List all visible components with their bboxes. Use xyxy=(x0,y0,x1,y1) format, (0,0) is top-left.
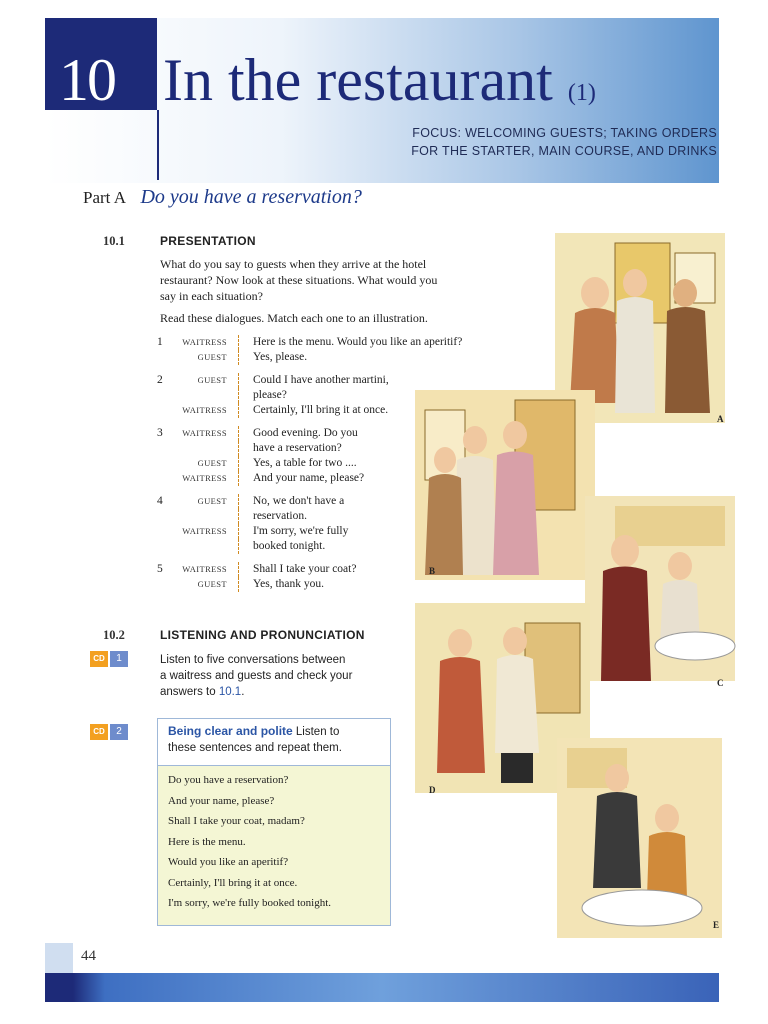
dialogue-speaker: GUEST xyxy=(197,579,227,589)
dialogue-line xyxy=(157,562,457,577)
tip-sentence: Certainly, I'll bring it at once. xyxy=(168,876,298,889)
presentation-instruction: Read these dialogues. Match each one to an illustration. xyxy=(160,311,428,325)
dialogue-line xyxy=(157,441,457,456)
dialogue-text: Could I have another martini, xyxy=(253,374,389,386)
dialogue-divider xyxy=(238,471,239,486)
illustration-b xyxy=(415,390,595,580)
tip-heading-line-1 xyxy=(168,723,380,740)
illustration-label-d: D xyxy=(429,785,436,795)
page-number: 44 xyxy=(81,948,96,964)
dialogue-list xyxy=(157,335,463,592)
dialogue-line xyxy=(157,471,457,486)
pronunciation-tip-box xyxy=(157,718,391,926)
dialogue-text: Yes, a table for two .... xyxy=(253,457,357,469)
dialogue-divider xyxy=(238,539,239,554)
dialogue-divider xyxy=(238,335,239,350)
illustration-e xyxy=(557,738,722,938)
dialogue-speaker: GUEST xyxy=(197,458,227,468)
dialogue-divider xyxy=(238,373,239,388)
tip-sentence: And your name, please? xyxy=(168,794,275,807)
dialogue-number: 2 xyxy=(157,374,163,386)
illustration-label-b: B xyxy=(429,566,436,576)
focus-line-1: FOCUS: WELCOMING GUESTS; TAKING ORDERS xyxy=(412,126,717,140)
listening-line-suffix: . xyxy=(241,686,245,698)
tip-heading-rest: Listen to xyxy=(292,726,340,738)
listening-instruction xyxy=(160,652,400,700)
dialogue-number: 4 xyxy=(157,495,163,507)
dialogue-text: have a reservation? xyxy=(253,442,342,454)
dialogue-line xyxy=(157,494,457,509)
dialogue-text: I'm sorry, we're fully xyxy=(253,525,349,537)
dialogue-text: Yes, thank you. xyxy=(253,578,325,590)
cd-icon: CD xyxy=(90,724,108,740)
header-rule xyxy=(157,110,159,180)
dialogue-text: please? xyxy=(253,389,287,401)
footer-band xyxy=(45,973,719,1002)
dialogue-divider xyxy=(238,509,239,524)
dialogue-divider xyxy=(238,524,239,539)
intro-line: What do you say to guests when they arrive at the hotel xyxy=(160,257,427,271)
dialogue-line xyxy=(157,426,457,441)
dialogue-line xyxy=(157,350,457,365)
dialogue-text: Here is the menu. Would you like an aperitif? xyxy=(253,336,463,348)
audio-track-2[interactable] xyxy=(90,724,128,740)
dialogue-speaker: GUEST xyxy=(197,496,227,506)
illustration-label-c: C xyxy=(717,678,724,688)
track-number: 1 xyxy=(110,651,128,667)
listening-line-3 xyxy=(160,684,400,700)
dialogue-text: Yes, please. xyxy=(253,351,308,363)
dialogue-text: No, we don't have a xyxy=(253,495,345,507)
textbook-page xyxy=(45,18,724,1002)
dialogue-text: reservation. xyxy=(253,510,307,522)
part-heading-row xyxy=(83,186,362,209)
dialogue-divider xyxy=(238,388,239,403)
tip-heading xyxy=(158,719,390,765)
dialogue-number: 1 xyxy=(157,336,163,348)
part-heading: Do you have a reservation? xyxy=(140,186,362,208)
dialogue-divider xyxy=(238,426,239,441)
cd-icon: CD xyxy=(90,651,108,667)
chapter-number: 10 xyxy=(59,47,115,113)
dialogue-text: Shall I take your coat? xyxy=(253,563,357,575)
section-title-listening: LISTENING AND PRONUNCIATION xyxy=(160,628,365,642)
section-number-10-1: 10.1 xyxy=(103,234,125,248)
dialogue-divider xyxy=(238,494,239,509)
dialogue-speaker: WAITRESS xyxy=(182,405,227,415)
listening-line: Listen to five conversations between xyxy=(160,654,346,666)
dialogue-line xyxy=(157,335,463,350)
dialogue-divider xyxy=(238,577,239,592)
dialogue-divider xyxy=(238,441,239,456)
dialogue-line xyxy=(157,403,457,418)
dialogue-text: Good evening. Do you xyxy=(253,427,358,439)
tip-sentences xyxy=(158,765,390,925)
chapter-part: (1) xyxy=(567,80,596,106)
tip-heading-line-2: these sentences and repeat them. xyxy=(168,742,342,754)
chapter-title xyxy=(163,47,596,113)
listening-line-prefix: answers to xyxy=(160,686,219,698)
dialogue-divider xyxy=(238,350,239,365)
audio-track-1[interactable] xyxy=(90,651,128,667)
tip-highlight: Being clear and polite xyxy=(168,724,293,738)
page-number-marker xyxy=(45,943,73,973)
dialogue-speaker: WAITRESS xyxy=(182,337,227,347)
listening-line: a waitress and guests and check your xyxy=(160,670,353,682)
dialogue-number: 5 xyxy=(157,563,163,575)
dialogue-text: And your name, please? xyxy=(253,472,365,484)
dialogue-line xyxy=(157,373,457,388)
tip-sentence: Would you like an aperitif? xyxy=(168,856,289,868)
dialogue-line xyxy=(157,577,457,592)
part-label: Part A xyxy=(83,188,126,207)
chapter-header xyxy=(45,18,719,183)
focus-line-2: FOR THE STARTER, MAIN COURSE, AND DRINKS xyxy=(411,144,717,158)
illustration-label-e: E xyxy=(713,920,720,930)
dialogue-speaker: GUEST xyxy=(197,375,227,385)
tip-sentence: Do you have a reservation? xyxy=(168,774,289,786)
dialogue-speaker: GUEST xyxy=(197,352,227,362)
dialogue-line xyxy=(157,524,457,539)
track-number: 2 xyxy=(110,724,128,740)
chapter-title-text: In the restaurant xyxy=(163,47,553,113)
focus-text xyxy=(385,124,717,160)
intro-line: restaurant? Now look at these situations. What would you xyxy=(160,273,438,287)
dialogue-text: Certainly, I'll bring it at once. xyxy=(253,404,389,416)
dialogue-line xyxy=(157,509,457,524)
dialogue-line xyxy=(157,456,457,471)
dialogue-number: 3 xyxy=(157,427,163,439)
cross-reference-link[interactable]: 10.1 xyxy=(218,686,242,698)
section-title-presentation: PRESENTATION xyxy=(160,234,256,248)
dialogue-text: booked tonight. xyxy=(253,540,326,552)
dialogue-line xyxy=(157,388,457,403)
dialogue-divider xyxy=(238,403,239,418)
dialogue-divider xyxy=(238,562,239,577)
dialogue-divider xyxy=(238,456,239,471)
dialogue-speaker: WAITRESS xyxy=(182,526,227,536)
section-number-10-2: 10.2 xyxy=(103,628,125,642)
presentation-intro xyxy=(160,256,520,304)
dialogue-speaker: WAITRESS xyxy=(182,473,227,483)
tip-sentence: Shall I take your coat, madam? xyxy=(168,815,305,827)
dialogue-line xyxy=(157,539,457,554)
tip-sentence: Here is the menu. xyxy=(168,835,246,848)
illustration-c xyxy=(585,496,735,681)
illustration-label-a: A xyxy=(717,414,724,424)
dialogue-speaker: WAITRESS xyxy=(182,564,227,574)
intro-line: say in each situation? xyxy=(160,289,263,303)
tip-sentence: I'm sorry, we're fully booked tonight. xyxy=(168,897,332,909)
dialogue-speaker: WAITRESS xyxy=(182,428,227,438)
